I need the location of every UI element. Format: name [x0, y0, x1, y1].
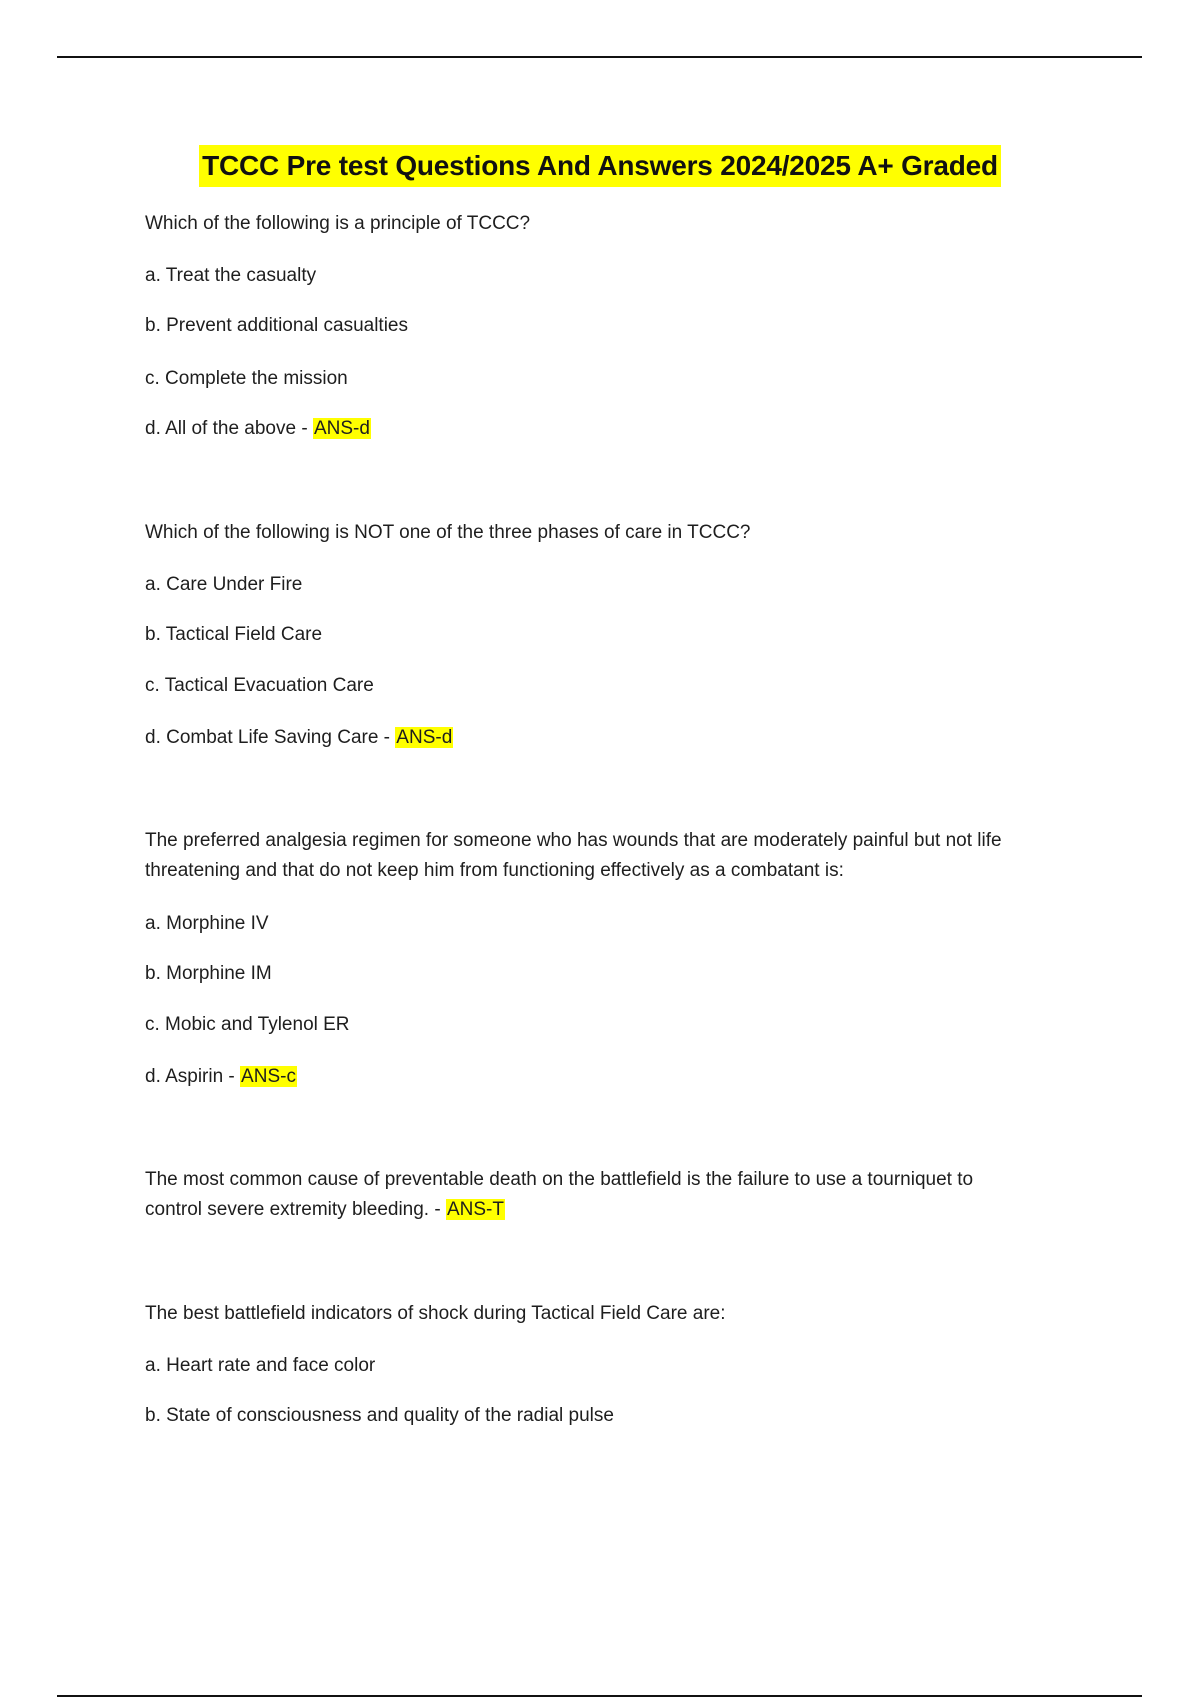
question-1-option-d: d. All of the above -: [145, 418, 313, 439]
question-4-stem-line-2-row: [145, 1195, 1085, 1225]
document-title: TCCC Pre test Questions And Answers 2024/2025 A+ Graded: [199, 145, 1001, 187]
question-5-option-a: a. Heart rate and face color: [145, 1355, 376, 1376]
top-rule: [57, 56, 1142, 58]
question-3-option-c: c. Mobic and Tylenol ER: [145, 1014, 350, 1035]
question-1-option-b: b. Prevent additional casualties: [145, 315, 408, 336]
bottom-rule: [57, 1695, 1142, 1697]
title-block: [0, 145, 1200, 187]
question-3-option-d-row: [145, 1062, 1085, 1092]
question-2-option-d: d. Combat Life Saving Care -: [145, 727, 396, 748]
question-2-option-a: a. Care Under Fire: [145, 574, 303, 595]
question-3-stem-line-1: The preferred analgesia regimen for someone who has wounds that are moderately painful but not life: [145, 830, 1002, 851]
question-2-option-b: b. Tactical Field Care: [145, 624, 323, 645]
question-3-option-b: b. Morphine IM: [145, 963, 272, 984]
question-2-stem: Which of the following is NOT one of the three phases of care in TCCC?: [145, 522, 751, 543]
question-3-option-d: d. Aspirin -: [145, 1066, 241, 1087]
question-1-answer: ANS-d: [313, 418, 370, 439]
question-1-option-c: c. Complete the mission: [145, 368, 348, 389]
question-3-option-a: a. Morphine IV: [145, 913, 269, 934]
question-5-option-b: b. State of consciousness and quality of the radial pulse: [145, 1405, 614, 1426]
question-2-answer: ANS-d: [396, 727, 453, 748]
question-4-answer: ANS-T: [446, 1199, 504, 1220]
question-1-option-d-row: [145, 414, 1085, 444]
question-2-option-d-row: [145, 723, 1085, 753]
question-4-stem-line-2: control severe extremity bleeding. -: [145, 1199, 446, 1220]
question-4-stem-line-1: The most common cause of preventable death on the battlefield is the failure to use a tourniquet to: [145, 1169, 974, 1190]
question-1-stem: Which of the following is a principle of TCCC?: [145, 213, 531, 234]
question-5-stem: The best battlefield indicators of shock during Tactical Field Care are:: [145, 1303, 726, 1324]
question-3-stem-line-2: threatening and that do not keep him from functioning effectively as a combatant is:: [145, 860, 844, 881]
question-1-option-a: a. Treat the casualty: [145, 265, 317, 286]
question-3-answer: ANS-c: [241, 1066, 296, 1087]
question-2-option-c: c. Tactical Evacuation Care: [145, 675, 374, 696]
